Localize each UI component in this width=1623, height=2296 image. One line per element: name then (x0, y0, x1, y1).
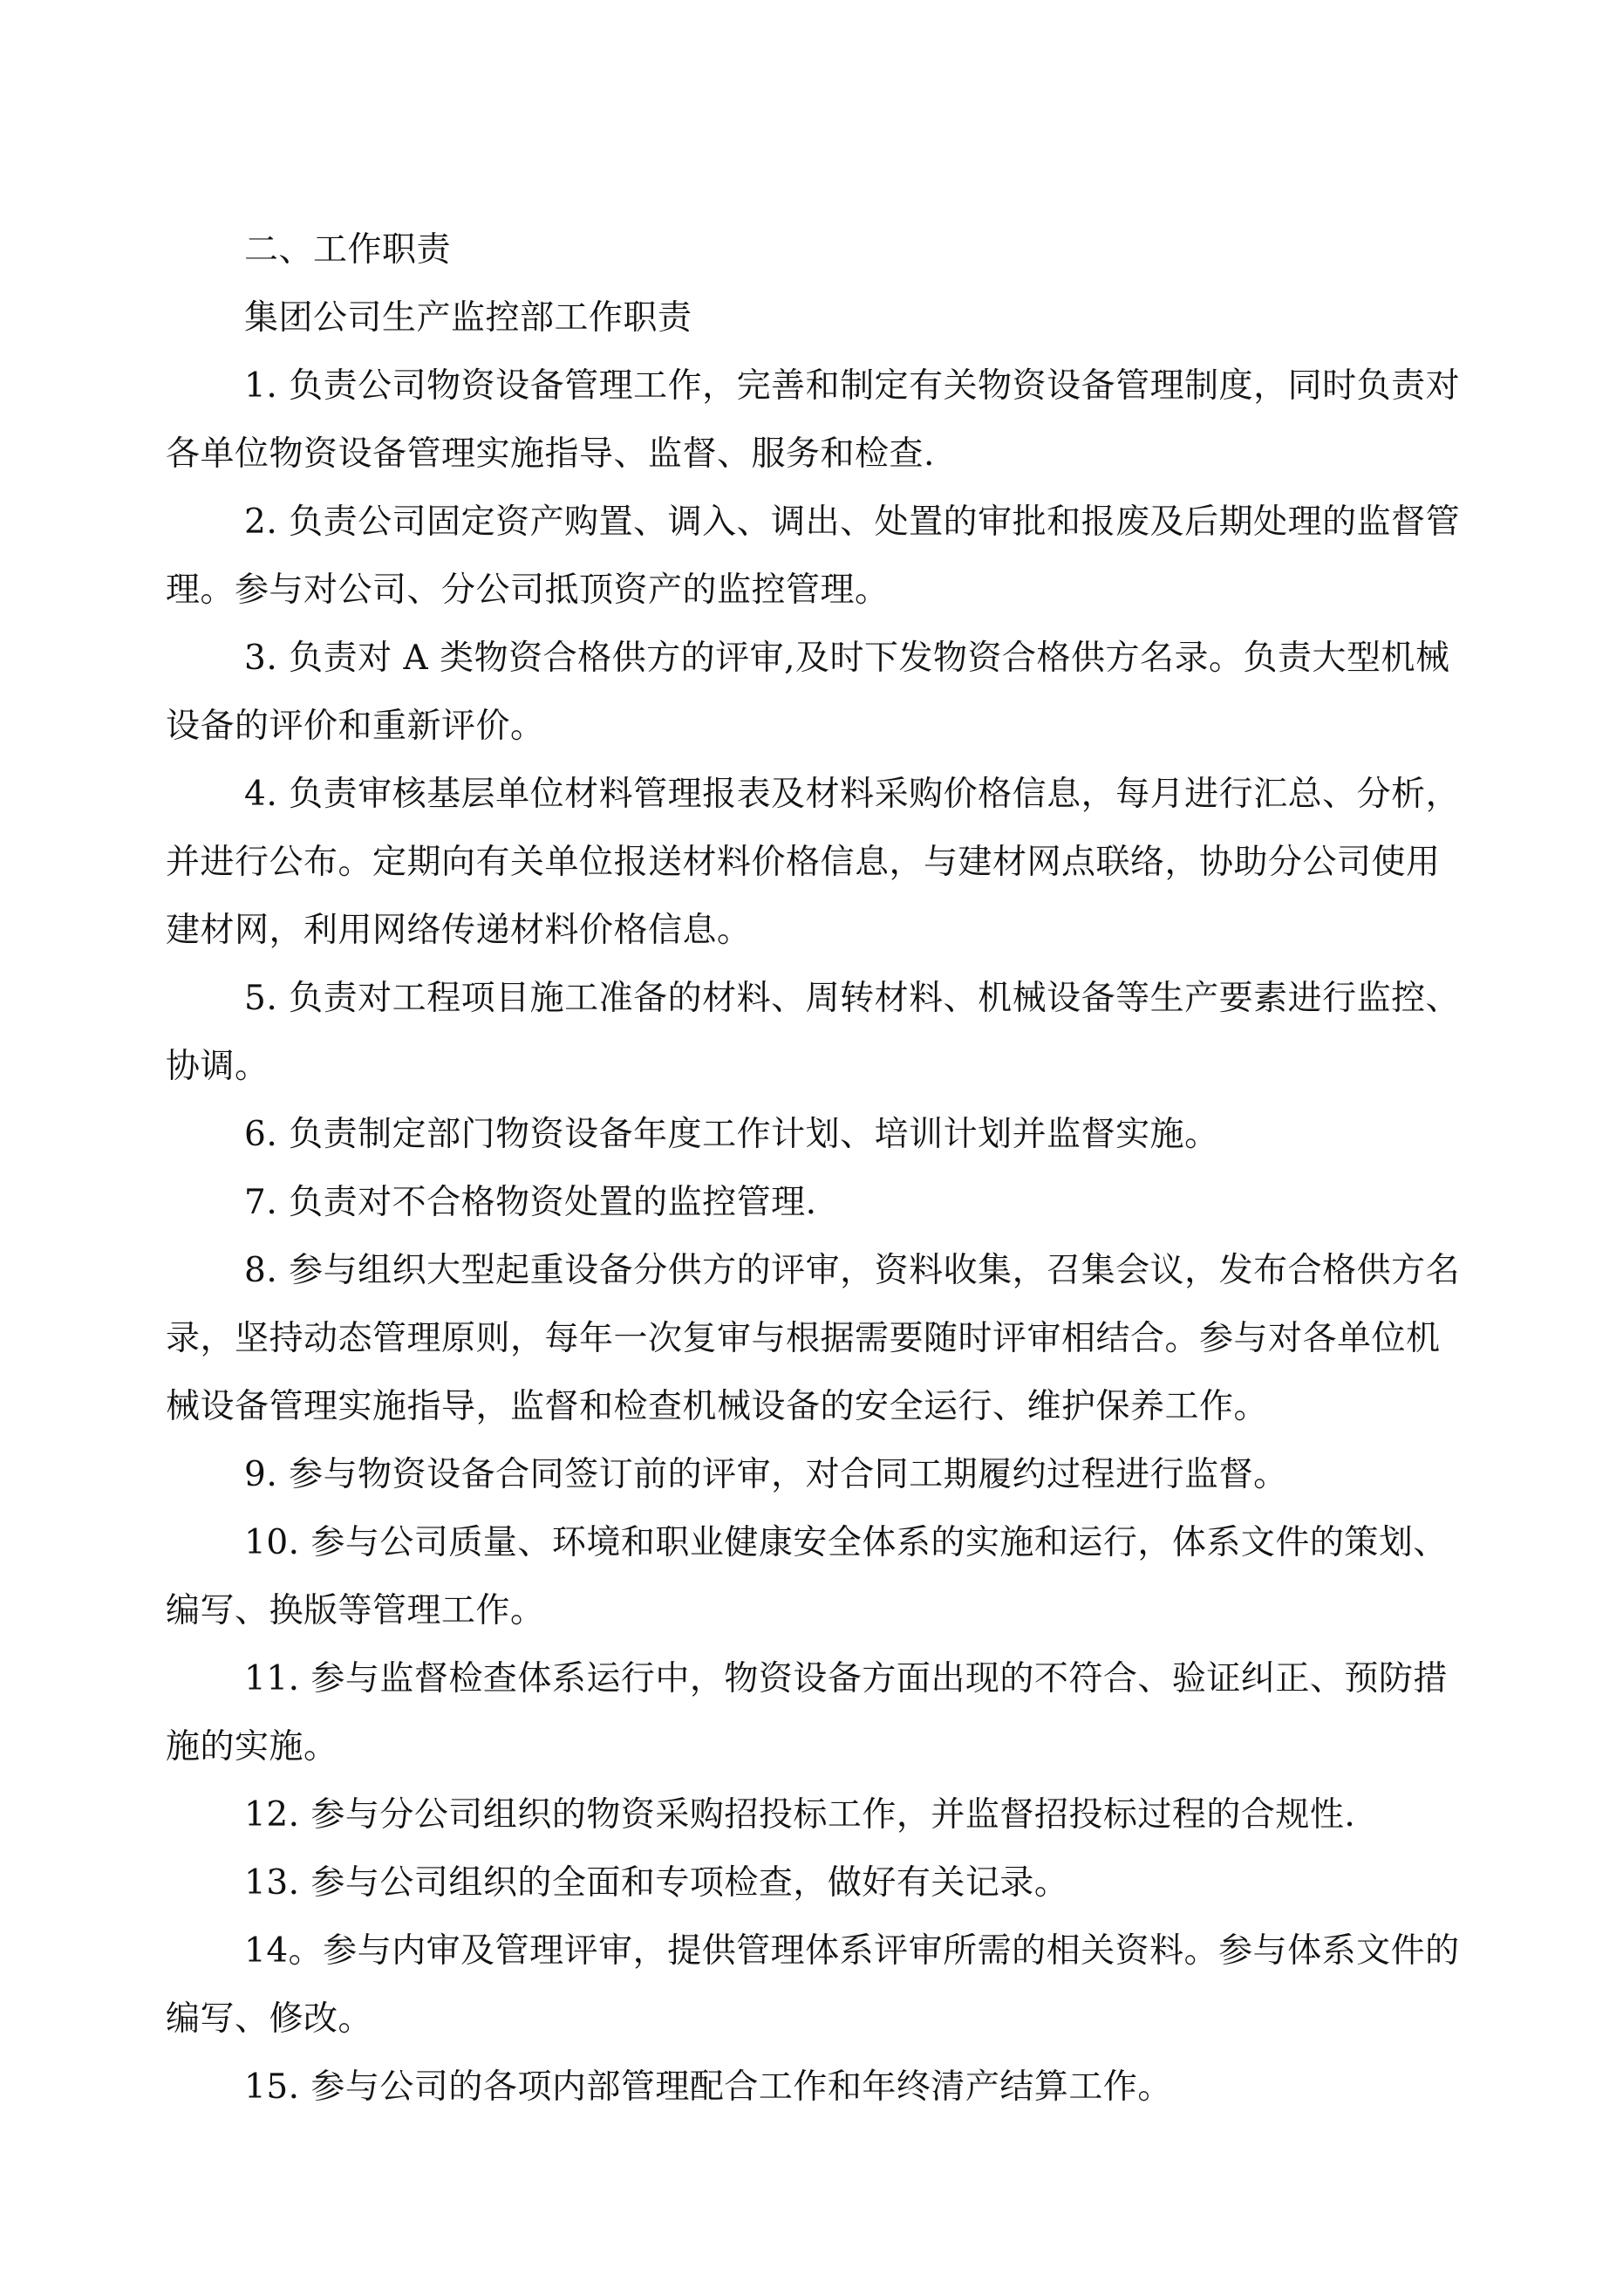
duty-item-1: 1. 负责公司物资设备管理工作，完善和制定有关物资设备管理制度，同时负责对各单位物资设备管理实施指导、监督、服务和检查. (166, 366, 1461, 474)
duty-item-2: 2. 负责公司固定资产购置、调入、调出、处置的审批和报废及后期处理的监督管理。参与对公司、分公司抵顶资产的监控管理。 (166, 502, 1461, 610)
duty-item-13: 13. 参与公司组织的全面和专项检查，做好有关记录。 (244, 1863, 1069, 1903)
duty-item-8: 8. 参与组织大型起重设备分供方的评审，资料收集，召集会议，发布合格供方名录，坚持动态管理原则，每年一次复审与根据需要随时评审相结合。参与对各单位机械设备管理实施指导，监督和检查机械设备的安全运行、维护保养工作。 (166, 1251, 1461, 1426)
duty-item-3: 3. 负责对 A 类物资合格供方的评审,及时下发物资合格供方名录。负责大型机械设备的评价和重新评价。 (166, 639, 1450, 746)
duty-item-15: 15. 参与公司的各项内部管理配合工作和年终清产结算工作。 (244, 2067, 1172, 2107)
document-body (166, 216, 1465, 2122)
department-title: 集团公司生产监控部工作职责 (244, 298, 692, 338)
duty-item-6: 6. 负责制定部门物资设备年度工作计划、培训计划并监督实施。 (244, 1115, 1219, 1154)
duty-item-10: 10. 参与公司质量、环境和职业健康安全体系的实施和运行，体系文件的策划、编写、换版等管理工作。 (166, 1523, 1448, 1630)
duty-item-11: 11. 参与监督检查体系运行中，物资设备方面出现的不符合、验证纠正、预防措施的实施。 (166, 1659, 1448, 1766)
duty-item-12: 12. 参与分公司组织的物资采购招投标工作，并监督招投标过程的合规性. (244, 1795, 1356, 1835)
duty-item-7: 7. 负责对不合格物资处置的监控管理. (244, 1183, 817, 1222)
duty-item-5: 5. 负责对工程项目施工准备的材料、周转材料、机械设备等生产要素进行监控、协调。 (166, 979, 1461, 1086)
duty-item-4: 4. 负责审核基层单位材料管理报表及材料采购价格信息，每月进行汇总、分析，并进行公布。定期向有关单位报送材料价格信息，与建材网点联络，协助分公司使用建材网，利用网络传递材料价格信息。 (166, 775, 1461, 950)
duty-item-9: 9. 参与物资设备合同签订前的评审，对合同工期履约过程进行监督。 (244, 1455, 1288, 1494)
section-heading: 二、工作职责 (244, 230, 452, 270)
duty-item-14: 14。参与内审及管理评审，提供管理体系评审所需的相关资料。参与体系文件的编写、修改。 (166, 1931, 1460, 2039)
